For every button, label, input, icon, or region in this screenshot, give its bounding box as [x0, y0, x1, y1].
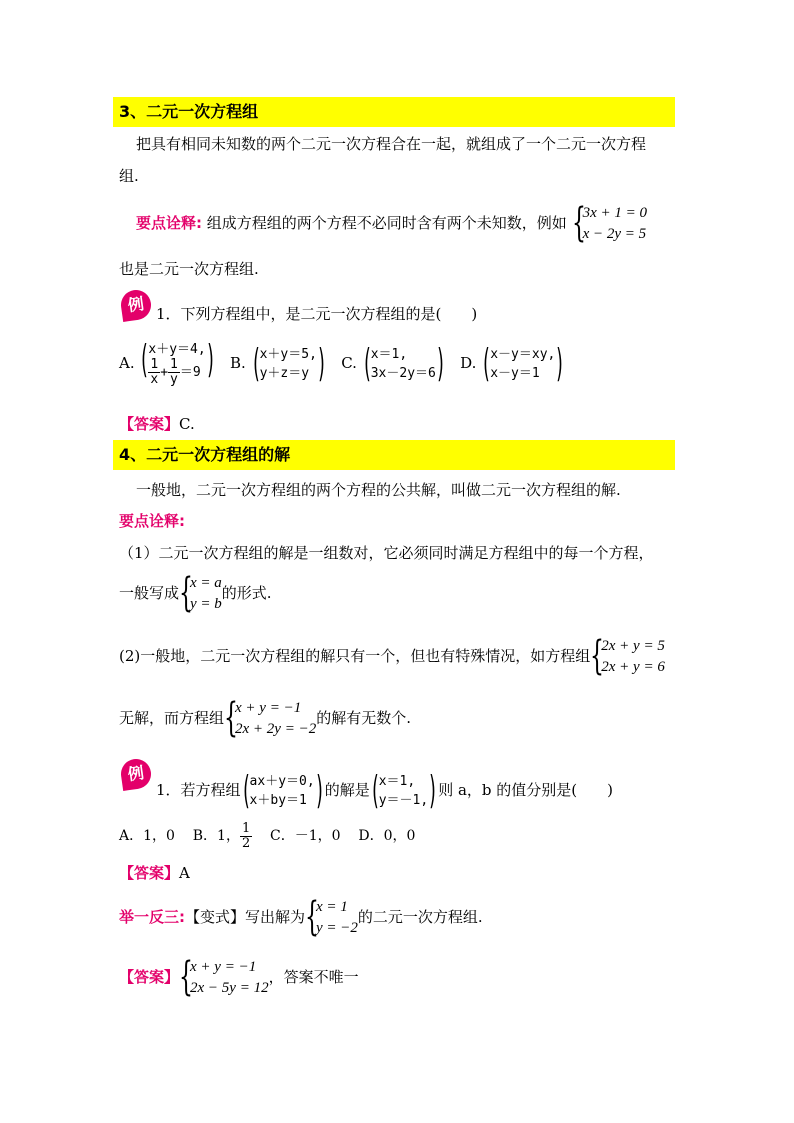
point-2-line-1	[119, 635, 665, 678]
answer-label: 【答案】	[119, 864, 180, 882]
example-2-question	[156, 770, 613, 810]
example-question: 1．下列方程组中，是二元一次方程组的是( )	[156, 305, 478, 323]
variant-system	[305, 894, 358, 940]
example-badge-icon: 例	[119, 288, 153, 322]
example-system	[571, 200, 647, 246]
system-row: y＋z＝y	[259, 366, 310, 381]
option-c-label: C.	[341, 354, 357, 372]
system-row: x－y＝1	[490, 366, 540, 381]
point-1-line-2	[119, 572, 272, 615]
system-row: x＋y＝5,	[259, 347, 317, 362]
answer-label: 【答案】	[119, 415, 180, 433]
definition-line-1: 把具有相同未知数的两个二元一次方程合在一起，就组成了一个二元一次方程	[136, 135, 647, 153]
fraction	[240, 822, 252, 851]
fraction	[168, 358, 180, 387]
option-d-label: D.	[460, 354, 477, 372]
key-point-text: 组成方程组的两个方程不必同时含有两个未知数，例如	[206, 214, 567, 232]
section-4-intro: 一般地，二元一次方程组的两个方程的公共解，叫做二元一次方程组的解.	[136, 481, 621, 499]
point-2-prefix: 无解，而方程组	[119, 709, 225, 727]
system-row: ax＋y＝0,	[249, 774, 315, 789]
numerator: 1	[241, 820, 251, 836]
system-row: x＝1,	[370, 347, 408, 362]
system-row: x + y = −1	[235, 700, 302, 716]
brace-icon: {	[305, 894, 320, 940]
system-row: x = a	[190, 575, 222, 591]
system-row: x − 2y = 5	[582, 226, 647, 242]
example-system	[240, 768, 325, 812]
key-point-row	[136, 202, 647, 245]
system-row: y＝－1,	[378, 793, 429, 808]
system-row: 2x + 2y = −2	[235, 721, 317, 737]
right-paren-icon: )	[314, 768, 325, 812]
variant-answer-label: 【答案】	[119, 968, 180, 986]
right-paren-icon: )	[205, 337, 216, 381]
point-2-line-2	[119, 697, 411, 740]
equation-tail: ＝9	[179, 365, 201, 380]
point-1-suffix: 的形式.	[221, 584, 272, 602]
numerator: 1	[150, 357, 159, 372]
option-c: C．－1，0	[270, 828, 341, 844]
option-d-system	[481, 341, 566, 385]
system-row: $\frac{1}{x}$ + $\frac{1}{y}$ ＝9	[150, 357, 201, 387]
brace-icon: {	[590, 633, 605, 679]
system-row: x＝1,	[378, 774, 416, 789]
option-d: D．0，0	[358, 828, 416, 844]
system-row: x－y＝xy,	[490, 347, 556, 362]
example-prefix: 1．若方程组	[156, 781, 241, 799]
key-point-label: 要点诠释:	[136, 214, 202, 232]
left-paren-icon: (	[139, 337, 150, 381]
variant-answer-suffix: ，答案不唯一	[268, 968, 359, 986]
point-1-line-1: （1）二元一次方程组的解是一组数对，它必须同时满足方程组中的每一个方程，	[119, 544, 654, 562]
right-paren-icon: )	[555, 341, 566, 385]
point-1-prefix: 一般写成	[119, 584, 180, 602]
variant-row	[119, 896, 483, 939]
left-paren-icon: (	[240, 768, 251, 812]
option-a-system	[139, 337, 216, 387]
answer-value: A	[179, 864, 190, 882]
system-row: 2x − 5y = 12	[190, 980, 269, 996]
option-a: A．1，0	[119, 828, 175, 844]
numerator: 1	[170, 357, 178, 372]
solution-form-system	[179, 570, 222, 616]
answer-value: C.	[179, 415, 195, 433]
point-2-text: (2)一般地，二元一次方程组的解只有一个，但也有特殊情况，如方程组	[119, 647, 591, 665]
section-4-title: 4、二元一次方程组的解	[113, 440, 675, 470]
option-c-system	[361, 341, 446, 385]
brace-icon: {	[179, 954, 194, 1000]
section-3-title: 3、二元一次方程组	[113, 97, 675, 127]
brace-icon: {	[571, 200, 586, 246]
left-paren-icon: (	[369, 768, 381, 812]
options-row	[119, 336, 565, 390]
variant-answer-row	[119, 956, 359, 999]
fraction	[148, 358, 160, 387]
right-paren-icon: )	[316, 341, 327, 385]
option-b-system	[250, 341, 327, 385]
key-point-label: 要点诠释:	[119, 512, 185, 530]
point-2-suffix: 的解有无数个.	[316, 709, 411, 727]
example-mid: 的解是	[324, 781, 370, 799]
denominator: y	[170, 372, 178, 387]
definition-line-2: 组.	[119, 167, 139, 185]
example-2-options	[119, 816, 415, 856]
variant-text-suffix: 的二元一次方程组.	[357, 908, 483, 926]
system-row: 3x－2y＝6	[370, 366, 436, 381]
answer-row	[119, 862, 190, 883]
option-b: B．1，	[192, 828, 240, 844]
brace-icon: {	[179, 570, 194, 616]
variant-text-prefix: 【变式】写出解为	[185, 908, 306, 926]
option-a-label: A.	[119, 354, 135, 372]
system-row: x + y = −1	[190, 959, 257, 975]
system-row: y = −2	[316, 920, 358, 936]
system-row: x＋by＝1	[249, 793, 307, 808]
example-solution	[369, 768, 439, 812]
denominator: 2	[241, 835, 251, 851]
right-paren-icon: )	[427, 768, 439, 812]
left-paren-icon: (	[481, 341, 492, 385]
system-row: y = b	[190, 596, 222, 612]
infinite-solution-system	[224, 695, 317, 741]
denominator: x	[150, 372, 159, 387]
brace-icon: {	[224, 695, 239, 741]
example-suffix: 则 a，b 的值分别是( )	[438, 781, 613, 799]
answer-row	[119, 413, 195, 434]
system-row: 2x + y = 5	[601, 638, 665, 654]
system-row: x = 1	[316, 899, 348, 915]
key-point-tail: 也是二元一次方程组.	[119, 260, 259, 278]
variant-answer-system	[179, 954, 269, 1000]
left-paren-icon: (	[250, 341, 261, 385]
no-solution-system	[590, 633, 665, 679]
example-badge-icon: 例	[119, 757, 153, 791]
system-row: x＋y＝4,	[148, 342, 206, 357]
system-row: 3x + 1 = 0	[582, 205, 647, 221]
right-paren-icon: )	[435, 341, 446, 385]
system-row: 2x + y = 6	[601, 659, 665, 675]
option-b-label: B.	[230, 354, 246, 372]
variant-label: 举一反三:	[119, 908, 185, 926]
left-paren-icon: (	[361, 341, 373, 385]
